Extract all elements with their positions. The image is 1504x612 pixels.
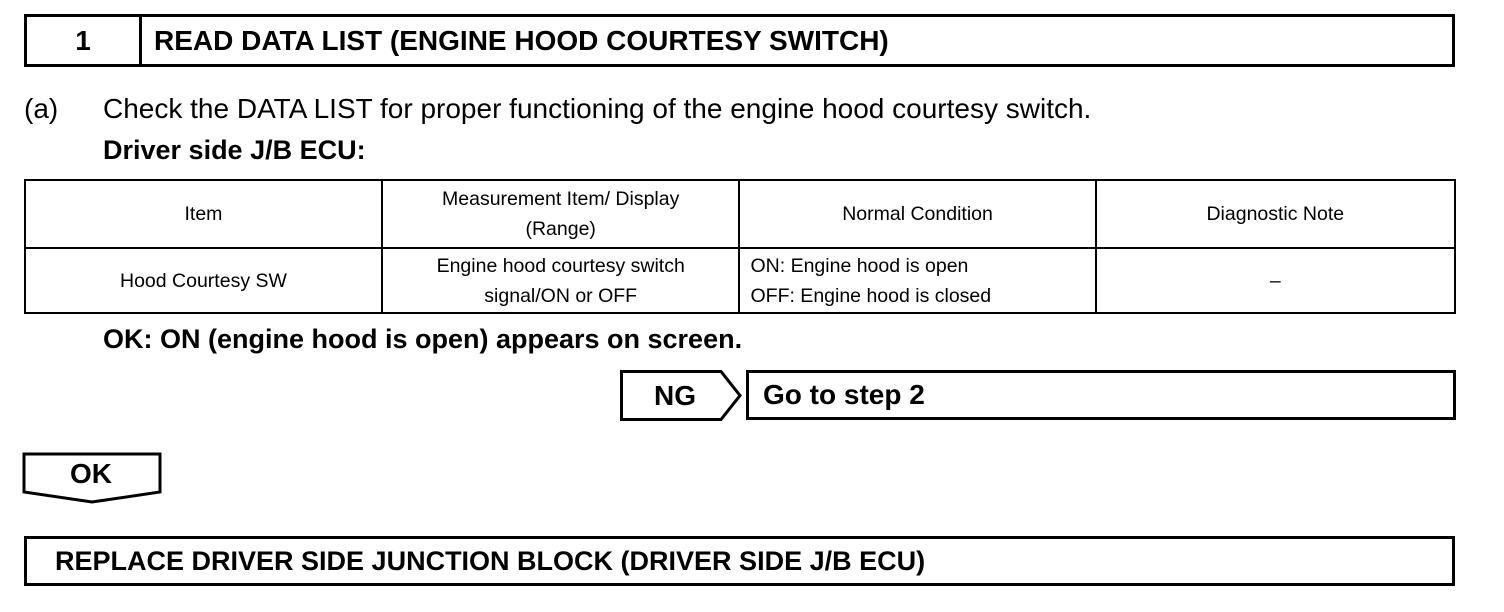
header-measurement-line1: Measurement Item/ Display xyxy=(442,188,680,210)
header-diagnostic-note: Diagnostic Note xyxy=(1096,180,1455,248)
instruction-text: Check the DATA LIST for proper functioning of the engine hood courtesy switch. xyxy=(103,93,1092,124)
cell-normal-line1: ON: Engine hood is open xyxy=(750,254,969,277)
ecu-subheading: Driver side J/B ECU: xyxy=(103,135,366,165)
cell-item: Hood Courtesy SW xyxy=(25,248,382,313)
ok-label: OK xyxy=(70,458,112,489)
cell-normal-line2: OFF: Engine hood is closed xyxy=(750,284,992,307)
cell-normal-condition xyxy=(739,248,1095,313)
ng-label: NG xyxy=(654,379,696,411)
data-list-table xyxy=(24,179,1456,314)
ng-action-box: Go to step 2 xyxy=(746,370,1456,420)
cell-measurement-line2: signal/ON or OFF xyxy=(484,284,638,307)
step-title: READ DATA LIST (ENGINE HOOD COURTESY SWITCH) xyxy=(154,24,889,56)
ok-condition: OK: ON (engine hood is open) appears on screen. xyxy=(103,324,743,354)
header-measurement-line2: (Range) xyxy=(525,218,596,240)
table-header-row xyxy=(25,180,1455,248)
cell-measurement-line1: Engine hood courtesy switch xyxy=(436,254,685,277)
step-header xyxy=(24,14,1455,67)
table-row xyxy=(25,248,1455,313)
final-action-box: REPLACE DRIVER SIDE JUNCTION BLOCK (DRIVER SIDE J/B ECU) xyxy=(24,536,1455,586)
header-item: Item xyxy=(25,180,382,248)
header-measurement xyxy=(382,180,740,248)
cell-measurement xyxy=(382,248,740,313)
instruction-marker: (a) xyxy=(24,93,59,124)
step-number: 1 xyxy=(27,17,142,64)
cell-diagnostic-note: – xyxy=(1096,248,1455,313)
header-normal-condition: Normal Condition xyxy=(739,180,1095,248)
